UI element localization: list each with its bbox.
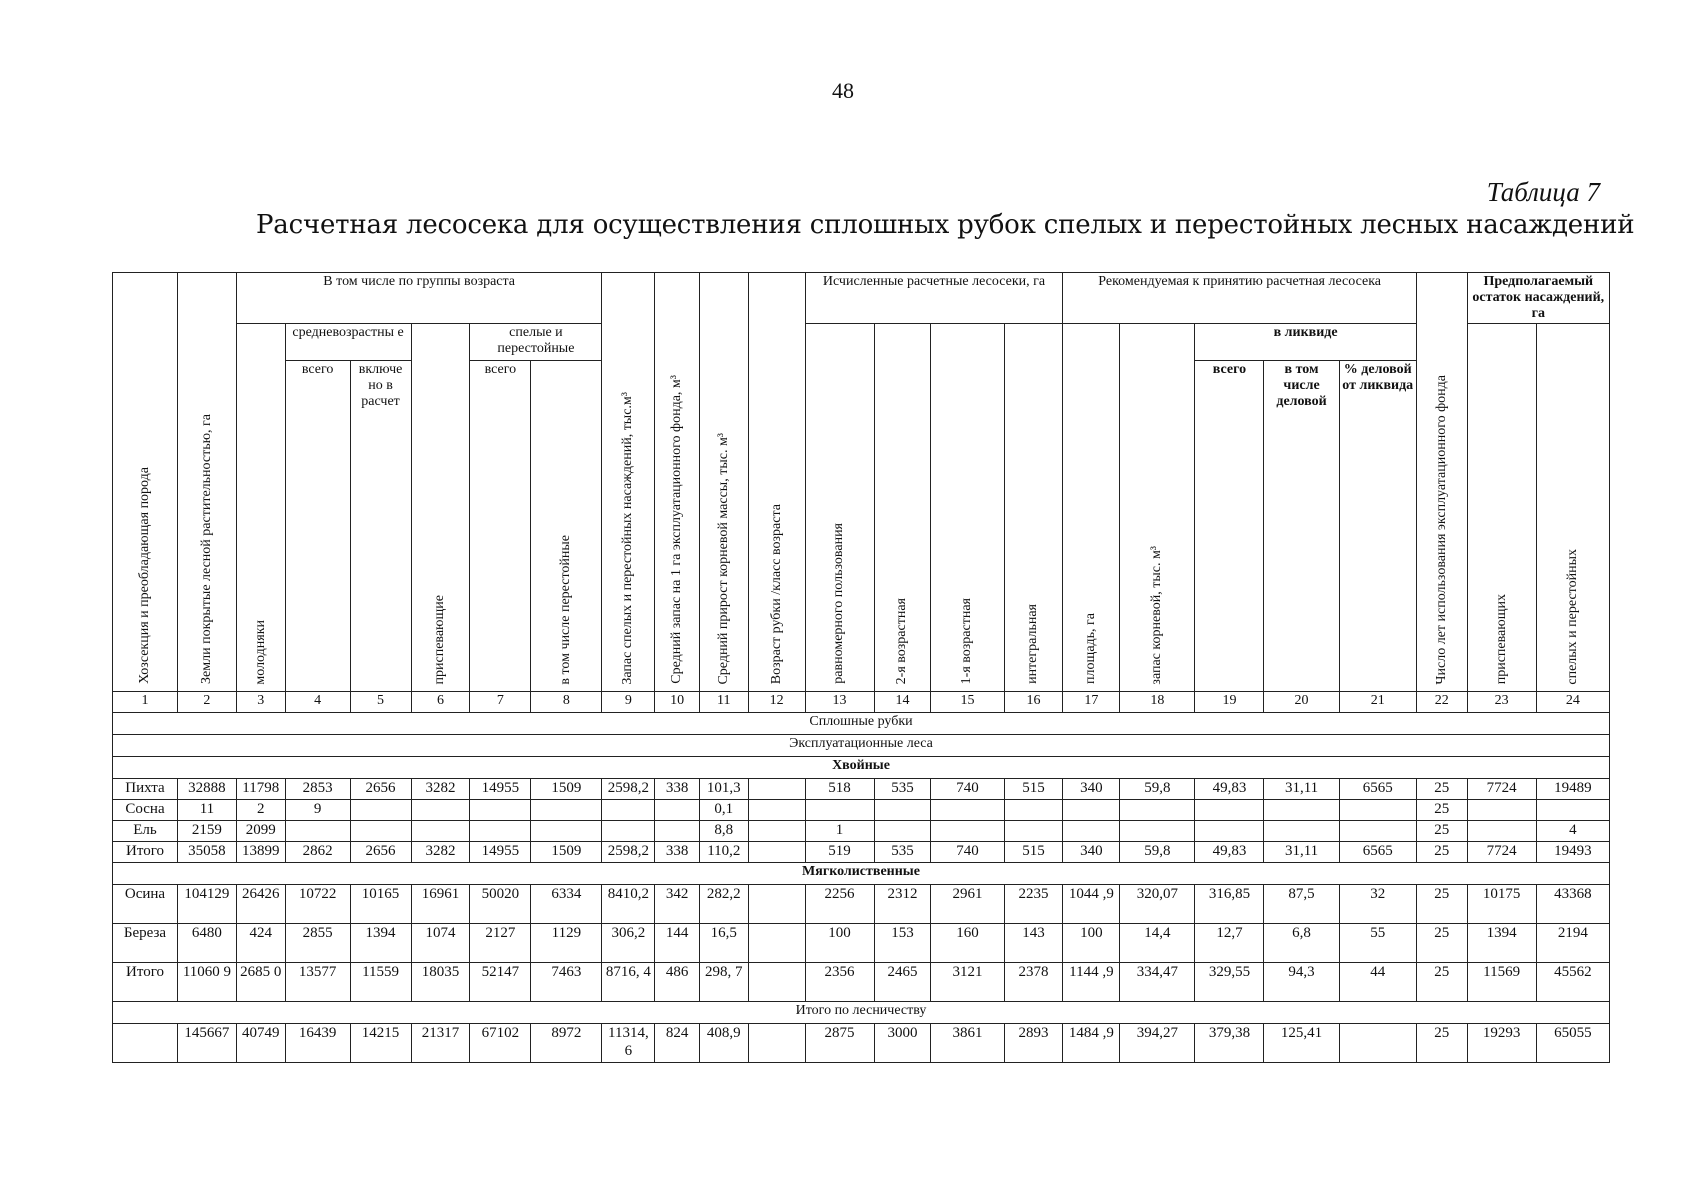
table-cell: 16439: [285, 1024, 350, 1063]
table-row: [113, 924, 1610, 963]
table-cell: [655, 800, 700, 821]
row-label: Сосна: [113, 800, 178, 821]
table-cell: [411, 800, 470, 821]
table-cell: [1063, 821, 1120, 842]
table-cell: [1264, 800, 1339, 821]
header-second-age: 2-я возрастная: [874, 324, 931, 692]
table-cell: 519: [805, 842, 874, 863]
table-cell: 52147: [470, 963, 531, 1002]
table-cell: 110,2: [699, 842, 748, 863]
section-forestry-total: Итого по лесничеству: [113, 1002, 1610, 1024]
table-cell: 3861: [931, 1024, 1004, 1063]
table-cell: 0,1: [699, 800, 748, 821]
table-cell: 6480: [177, 924, 236, 963]
table-cell: 2312: [874, 885, 931, 924]
header-remaining-stands: Предполагаемый остаток насаждений, га: [1467, 273, 1609, 324]
table-cell: 11798: [236, 779, 285, 800]
table-cell: [1004, 800, 1063, 821]
table-cell: 25: [1416, 924, 1467, 963]
table-cell: [1339, 821, 1416, 842]
table-cell: 50020: [470, 885, 531, 924]
table-cell: 2862: [285, 842, 350, 863]
col-number: 4: [285, 692, 350, 713]
table-cell: [411, 821, 470, 842]
header-forest-land: Земли покрытые лесной растительностью, га: [177, 273, 236, 692]
table-cell: [470, 800, 531, 821]
table-cell: [748, 800, 805, 821]
table-cell: 19293: [1467, 1024, 1536, 1063]
table-cell: 2961: [931, 885, 1004, 924]
col-number: 5: [350, 692, 411, 713]
table-cell: 8410,2: [602, 885, 655, 924]
header-integral: интегральная: [1004, 324, 1063, 692]
col-number: 8: [531, 692, 602, 713]
table-cell: 329,55: [1195, 963, 1264, 1002]
forest-cutting-table: [112, 272, 1610, 1063]
header-calculated-areas: Исчисленные расчетные лесосеки, га: [805, 273, 1063, 324]
table-cell: 8716, 4: [602, 963, 655, 1002]
table-cell: 320,07: [1120, 885, 1195, 924]
table-cell: 25: [1416, 800, 1467, 821]
table-cell: [1467, 821, 1536, 842]
table-cell: 19493: [1536, 842, 1609, 863]
header-years-usage: Число лет использования эксплуатационного фонда: [1416, 273, 1467, 692]
table-cell: 6565: [1339, 779, 1416, 800]
col-number: 10: [655, 692, 700, 713]
row-label: Береза: [113, 924, 178, 963]
table-cell: 25: [1416, 885, 1467, 924]
col-number: 17: [1063, 692, 1120, 713]
table-cell: 8,8: [699, 821, 748, 842]
col-number: 14: [874, 692, 931, 713]
table-cell: 45562: [1536, 963, 1609, 1002]
table-cell: 16,5: [699, 924, 748, 963]
table-cell: 2159: [177, 821, 236, 842]
table-cell: [1467, 800, 1536, 821]
header-remain-mature: спелых и перестойных: [1536, 324, 1609, 692]
table-cell: 2: [236, 800, 285, 821]
table-cell: 104129: [177, 885, 236, 924]
table-cell: 298, 7: [699, 963, 748, 1002]
table-row: [113, 800, 1610, 821]
table-cell: 49,83: [1195, 779, 1264, 800]
table-cell: 1509: [531, 779, 602, 800]
header-recommended-area: Рекомендуемая к принятию расчетная лесосека: [1063, 273, 1416, 324]
table-cell: 25: [1416, 821, 1467, 842]
table-cell: 32888: [177, 779, 236, 800]
section-clear-cutting: Сплошные рубки: [113, 713, 1610, 735]
col-number: 9: [602, 692, 655, 713]
table-cell: 2853: [285, 779, 350, 800]
table-cell: 2855: [285, 924, 350, 963]
table-cell: 824: [655, 1024, 700, 1063]
table-cell: 1129: [531, 924, 602, 963]
col-number: 15: [931, 692, 1004, 713]
header-premature: приспевающие: [411, 324, 470, 692]
table-cell: 6,8: [1264, 924, 1339, 963]
col-number: 16: [1004, 692, 1063, 713]
table-cell: 59,8: [1120, 842, 1195, 863]
table-cell: 2127: [470, 924, 531, 963]
table-cell: [1195, 800, 1264, 821]
table-cell: 740: [931, 842, 1004, 863]
table-row: [113, 842, 1610, 863]
table-cell: [531, 821, 602, 842]
header-liquid-total: всего: [1195, 361, 1264, 692]
col-number: 13: [805, 692, 874, 713]
table-cell: 535: [874, 842, 931, 863]
table-row: [113, 885, 1610, 924]
table-cell: [1339, 1024, 1416, 1063]
table-cell: 1509: [531, 842, 602, 863]
table-cell: 1044 ,9: [1063, 885, 1120, 924]
table-cell: 100: [1063, 924, 1120, 963]
header-liquid-percent: % деловой от ликвида: [1339, 361, 1416, 692]
col-number: 11: [699, 692, 748, 713]
table-title: Расчетная лесосека для осуществления сплошных рубок спелых и перестойных лесных насаждений: [256, 210, 1635, 240]
table-cell: [1536, 800, 1609, 821]
header-mature-stock: Запас спелых и перестойных насаждений, тыс.м³: [602, 273, 655, 692]
header-area: площадь, га: [1063, 324, 1120, 692]
table-cell: 340: [1063, 842, 1120, 863]
col-number: 3: [236, 692, 285, 713]
table-cell: 2256: [805, 885, 874, 924]
table-cell: 40749: [236, 1024, 285, 1063]
table-cell: 338: [655, 779, 700, 800]
table-cell: 67102: [470, 1024, 531, 1063]
table-cell: 424: [236, 924, 285, 963]
table-cell: 518: [805, 779, 874, 800]
header-middle-age: средневозрастны е: [285, 324, 411, 361]
header-uniform-use: равномерного пользования: [805, 324, 874, 692]
table-cell: [602, 821, 655, 842]
table-cell: 2099: [236, 821, 285, 842]
table-cell: 2465: [874, 963, 931, 1002]
table-cell: [470, 821, 531, 842]
table-cell: 25: [1416, 1024, 1467, 1063]
table-cell: [350, 800, 411, 821]
header-overmature: в том числе перестойные: [531, 361, 602, 692]
table-cell: 59,8: [1120, 779, 1195, 800]
table-cell: 25: [1416, 963, 1467, 1002]
table-cell: 14,4: [1120, 924, 1195, 963]
table-cell: 100: [805, 924, 874, 963]
table-cell: 19489: [1536, 779, 1609, 800]
table-cell: [748, 821, 805, 842]
table-cell: 25: [1416, 842, 1467, 863]
header-first-age: 1-я возрастная: [931, 324, 1004, 692]
table-cell: 1144 ,9: [1063, 963, 1120, 1002]
table-cell: 306,2: [602, 924, 655, 963]
table-cell: 1: [805, 821, 874, 842]
table-cell: 10722: [285, 885, 350, 924]
row-label: Итого: [113, 963, 178, 1002]
table-row: [113, 821, 1610, 842]
table-cell: [531, 800, 602, 821]
table-cell: [1195, 821, 1264, 842]
section-exploitation-forests: Эксплуатационные леса: [113, 735, 1610, 757]
table-cell: [874, 800, 931, 821]
table-cell: [1063, 800, 1120, 821]
col-number: 12: [748, 692, 805, 713]
table-cell: 379,38: [1195, 1024, 1264, 1063]
table-cell: 25: [1416, 779, 1467, 800]
table-cell: 6334: [531, 885, 602, 924]
table-cell: [1264, 821, 1339, 842]
table-cell: 2194: [1536, 924, 1609, 963]
table-cell: 12,7: [1195, 924, 1264, 963]
header-young: молодняки: [236, 324, 285, 692]
col-number: 24: [1536, 692, 1609, 713]
header-root-stock: запас корневой, тыс. м³: [1120, 324, 1195, 692]
table-cell: 2893: [1004, 1024, 1063, 1063]
table-cell: 342: [655, 885, 700, 924]
table-cell: [1004, 821, 1063, 842]
table-cell: 49,83: [1195, 842, 1264, 863]
table-cell: 11569: [1467, 963, 1536, 1002]
header-avg-growth: Средний прирост корневой массы, тыс. м³: [699, 273, 748, 692]
table-cell: 14955: [470, 779, 531, 800]
table-cell: [931, 821, 1004, 842]
table-cell: 3282: [411, 842, 470, 863]
table-cell: 14215: [350, 1024, 411, 1063]
table-cell: 55: [1339, 924, 1416, 963]
table-cell: 2378: [1004, 963, 1063, 1002]
table-cell: 1074: [411, 924, 470, 963]
section-softwood: Мягколиственные: [113, 863, 1610, 885]
row-label: [113, 1024, 178, 1063]
table-cell: 43368: [1536, 885, 1609, 924]
header-species: Хозсекция и преобладающая порода: [113, 273, 178, 692]
table-cell: 101,3: [699, 779, 748, 800]
table-cell: [1120, 821, 1195, 842]
table-cell: 13899: [236, 842, 285, 863]
col-number: 21: [1339, 692, 1416, 713]
table-cell: [748, 885, 805, 924]
col-number: 2: [177, 692, 236, 713]
table-row: [113, 1024, 1610, 1063]
table-cell: [1120, 800, 1195, 821]
table-cell: 11314, 6: [602, 1024, 655, 1063]
table-cell: 31,11: [1264, 842, 1339, 863]
table-cell: 9: [285, 800, 350, 821]
header-remain-premature: приспевающих: [1467, 324, 1536, 692]
col-number: 6: [411, 692, 470, 713]
table-cell: 2656: [350, 842, 411, 863]
table-cell: [1339, 800, 1416, 821]
table-cell: 44: [1339, 963, 1416, 1002]
table-cell: [874, 821, 931, 842]
table-cell: 515: [1004, 779, 1063, 800]
table-cell: 515: [1004, 842, 1063, 863]
table-cell: 65055: [1536, 1024, 1609, 1063]
table-cell: 1394: [1467, 924, 1536, 963]
table-cell: 6565: [1339, 842, 1416, 863]
table-cell: [285, 821, 350, 842]
table-cell: 2356: [805, 963, 874, 1002]
table-cell: 2875: [805, 1024, 874, 1063]
table-cell: [655, 821, 700, 842]
header-middle-total: всего: [285, 361, 350, 692]
table-cell: 160: [931, 924, 1004, 963]
table-cell: 4: [1536, 821, 1609, 842]
table-cell: 1394: [350, 924, 411, 963]
table-cell: 153: [874, 924, 931, 963]
table-cell: 7463: [531, 963, 602, 1002]
table-cell: 14955: [470, 842, 531, 863]
page-number: 48: [832, 78, 854, 103]
table-row: [113, 963, 1610, 1002]
table-cell: 125,41: [1264, 1024, 1339, 1063]
table-cell: 334,47: [1120, 963, 1195, 1002]
table-cell: 2685 0: [236, 963, 285, 1002]
table-cell: 13577: [285, 963, 350, 1002]
table-cell: 10175: [1467, 885, 1536, 924]
table-cell: [350, 821, 411, 842]
table-cell: 11060 9: [177, 963, 236, 1002]
table-cell: 3121: [931, 963, 1004, 1002]
table-cell: 1484 ,9: [1063, 1024, 1120, 1063]
table-cell: [748, 779, 805, 800]
table-cell: 7724: [1467, 842, 1536, 863]
table-cell: 338: [655, 842, 700, 863]
table-row: [113, 779, 1610, 800]
header-mature-total: всего: [470, 361, 531, 692]
table-cell: 2235: [1004, 885, 1063, 924]
col-number: 1: [113, 692, 178, 713]
col-number: 23: [1467, 692, 1536, 713]
table-cell: [931, 800, 1004, 821]
col-number: 20: [1264, 692, 1339, 713]
table-cell: 143: [1004, 924, 1063, 963]
table-cell: 535: [874, 779, 931, 800]
table-label: Таблица 7: [1486, 177, 1600, 207]
table-cell: 3282: [411, 779, 470, 800]
header-cutting-age: Возраст рубки /класс возраста: [748, 273, 805, 692]
header-mature: спелые и перестойные: [470, 324, 602, 361]
table-cell: 2598,2: [602, 779, 655, 800]
table-cell: 35058: [177, 842, 236, 863]
header-liquid: в ликвиде: [1195, 324, 1416, 361]
table-cell: 87,5: [1264, 885, 1339, 924]
table-cell: [748, 963, 805, 1002]
table-cell: 486: [655, 963, 700, 1002]
table-cell: 10165: [350, 885, 411, 924]
row-label: Итого: [113, 842, 178, 863]
table-cell: 2656: [350, 779, 411, 800]
table-cell: 18035: [411, 963, 470, 1002]
table-cell: 8972: [531, 1024, 602, 1063]
section-conifers: Хвойные: [113, 757, 1610, 779]
table-cell: [748, 1024, 805, 1063]
col-number: 7: [470, 692, 531, 713]
table-cell: 11559: [350, 963, 411, 1002]
table-cell: 31,11: [1264, 779, 1339, 800]
row-label: Осина: [113, 885, 178, 924]
row-label: Пихта: [113, 779, 178, 800]
table-cell: [805, 800, 874, 821]
col-number: 22: [1416, 692, 1467, 713]
table-cell: 340: [1063, 779, 1120, 800]
col-number: 18: [1120, 692, 1195, 713]
table-cell: 408,9: [699, 1024, 748, 1063]
table-cell: 26426: [236, 885, 285, 924]
table-cell: 32: [1339, 885, 1416, 924]
table-cell: [748, 842, 805, 863]
table-cell: 11: [177, 800, 236, 821]
header-avg-stock: Средний запас на 1 га эксплуатационного фонда, м³: [655, 273, 700, 692]
table-cell: 394,27: [1120, 1024, 1195, 1063]
table-cell: 145667: [177, 1024, 236, 1063]
table-cell: 16961: [411, 885, 470, 924]
header-liquid-business: в том числе деловой: [1264, 361, 1339, 692]
table-cell: [748, 924, 805, 963]
table-cell: 3000: [874, 1024, 931, 1063]
col-number: 19: [1195, 692, 1264, 713]
table-cell: 740: [931, 779, 1004, 800]
table-cell: [602, 800, 655, 821]
table-cell: 282,2: [699, 885, 748, 924]
table-cell: 7724: [1467, 779, 1536, 800]
table-cell: 2598,2: [602, 842, 655, 863]
header-age-group: В том числе по группы возраста: [236, 273, 602, 324]
header-middle-included: включе но в расчет: [350, 361, 411, 692]
table-cell: 94,3: [1264, 963, 1339, 1002]
table-cell: 316,85: [1195, 885, 1264, 924]
table-cell: 21317: [411, 1024, 470, 1063]
table-cell: 144: [655, 924, 700, 963]
row-label: Ель: [113, 821, 178, 842]
